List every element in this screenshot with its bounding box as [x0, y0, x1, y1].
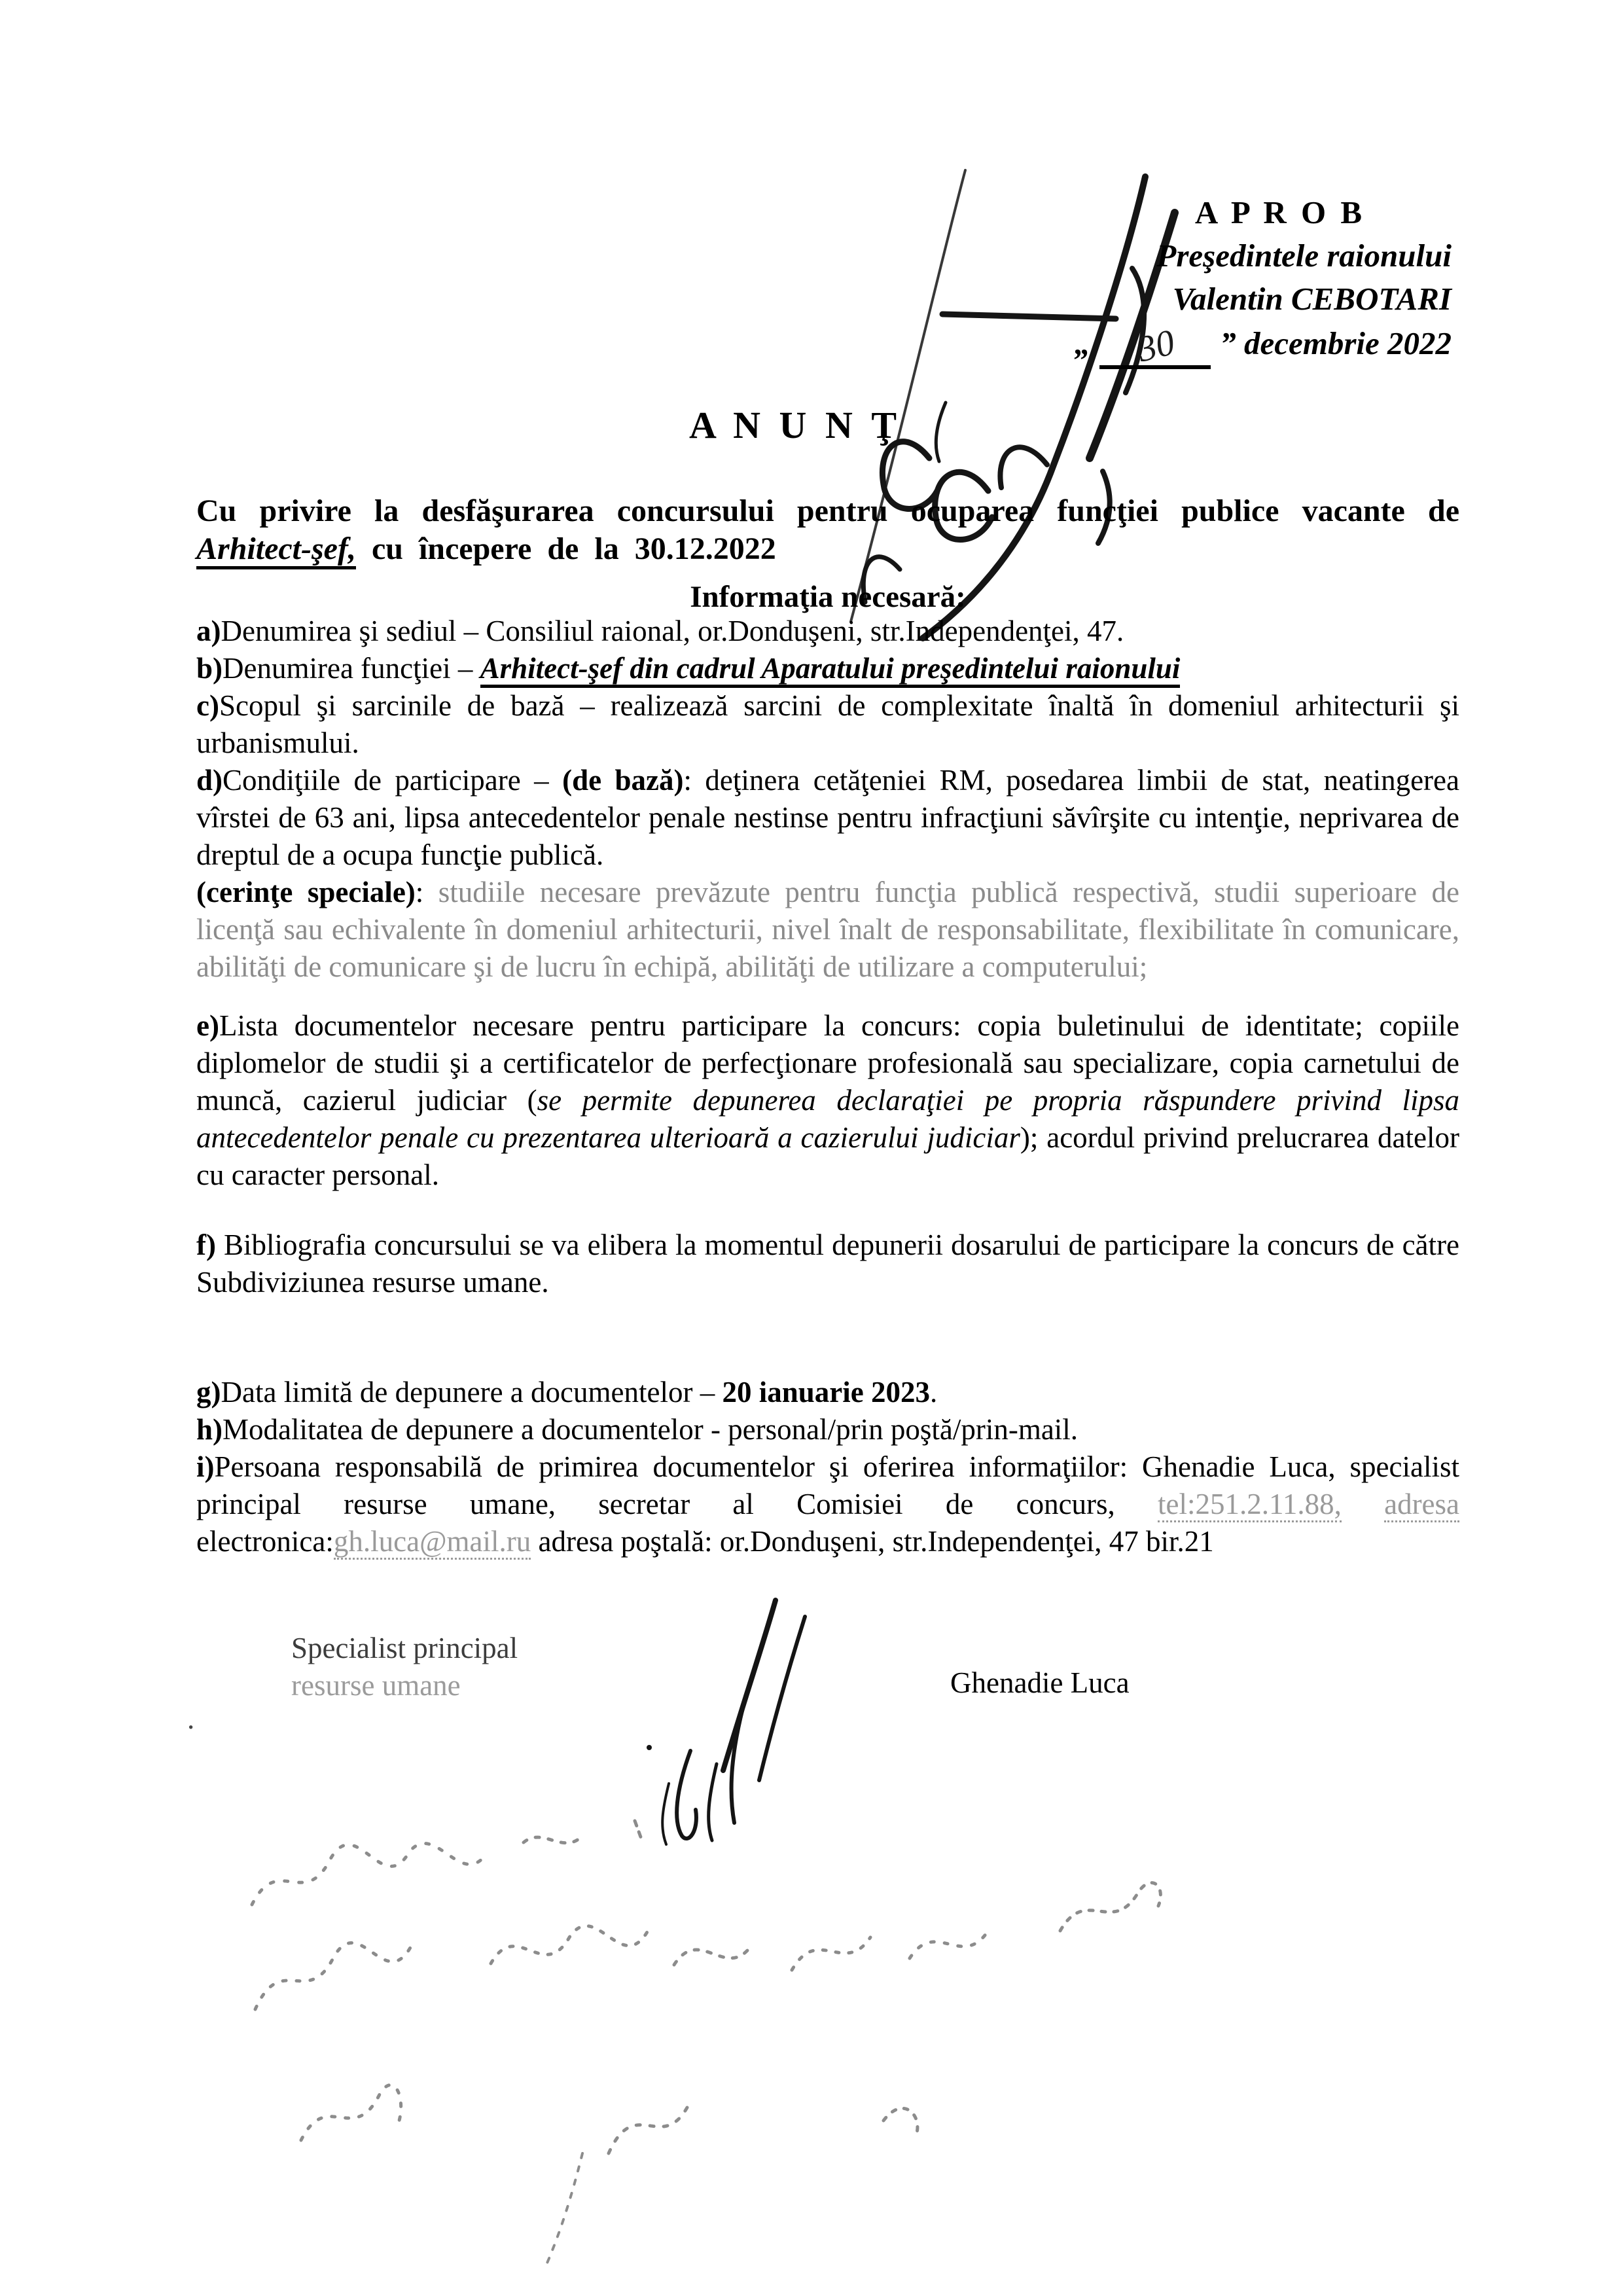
item-e-text2: ); acordul privind prelucrarea datelor cu caracter personal. [196, 1121, 1459, 1191]
item-c-text: Scopul şi sarcinile de bază – realizează sarcini de complexitate înaltă în domeniul arhitecturii şi urbanismului. [196, 689, 1459, 759]
item-g-text2: . [929, 1376, 938, 1408]
date-day-blank [1099, 321, 1211, 369]
special-label: (cerinţe speciale) [196, 876, 416, 908]
item-i-text3: adresa poştală: or.Donduşeni, str.Independenţei, 47 bir.21 [531, 1525, 1214, 1558]
item-a-text: Denumirea şi sediul – Consiliul raional, or.Donduşeni, str.Independenţei, 47. [221, 615, 1124, 647]
item-g-text1: Data limită de depunere a documentelor – [221, 1376, 722, 1408]
item-h [196, 1411, 1459, 1448]
item-b-text: Denumirea funcţiei – [223, 652, 480, 685]
items-a-to-d [196, 613, 1459, 986]
approval-date-line [889, 321, 1452, 369]
special-text: studiile necesare prevăzute pentru funcţia publică respectivă, studii superioare de licenţă sau echivalente în domeniul arhitecturii, nivel înalt de responsabilitate, flexibilitate în comunicare, abilităţi de comunicare şi de lucru în echipă, abilităţi de utilizare a computerului; [196, 876, 1459, 983]
item-h-label: h) [196, 1413, 223, 1446]
item-b [196, 650, 1459, 687]
item-e [196, 1007, 1459, 1194]
item-i [196, 1448, 1459, 1560]
intro-part2: cu începere de la 30.12.2022 [355, 531, 776, 566]
special-requirements [196, 874, 1459, 986]
item-d-bold: (de bază) [562, 764, 684, 797]
signer-name: Ghenadie Luca [950, 1666, 1130, 1699]
handwritten-note [216, 1813, 1276, 2271]
items-g-to-i [196, 1374, 1459, 1560]
item-d [196, 762, 1459, 874]
intro-position: Arhitect-şef, [196, 531, 356, 569]
intro-part1: Cu privire la desfăşurarea concursului pentru ocuparea funcţiei publice vacante de [196, 493, 1459, 528]
item-a [196, 613, 1459, 650]
item-e-italic: se permite depunerea declaraţiei pe propria răspundere privind lipsa antecedentelor penale cu prezentarea ulterioară a cazierului judiciar [196, 1084, 1459, 1154]
item-g-bold: 20 ianuarie 2023 [722, 1376, 930, 1408]
item-i-text2: electronica: [196, 1525, 334, 1558]
item-i-text1: Persoana responsabilă de primirea documentelor şi oferirea informaţiilor: Ghenadie Luca, specialist principal resurse umane, secretar al Comisiei de concurs, [196, 1450, 1459, 1520]
item-c-label: c) [196, 689, 219, 722]
item-f [196, 1227, 1459, 1301]
item-i-label: i) [196, 1450, 215, 1483]
item-d-text2: : deţinera cetăţeniei RM, posedarea limbii de stat, neatingerea vîrstei de 63 ani, lipsa antecedentelor penale nestinse pentru infracţiuni săvîrşite cu intenţie, neprivarea de dreptul de a ocupa funcţie publică. [196, 764, 1459, 871]
special-colon: : [415, 876, 438, 908]
item-e-label: e) [196, 1009, 219, 1042]
item-d-label: d) [196, 764, 223, 797]
signer-role-line2: resurse umane [291, 1669, 461, 1702]
item-i-mid [1342, 1488, 1384, 1520]
item-d-text1: Condiţiile de participare – [223, 764, 563, 797]
scan-artifact-dot: . [187, 1702, 195, 1735]
item-c [196, 687, 1459, 762]
item-a-label: a) [196, 615, 221, 647]
approval-block [889, 191, 1452, 369]
item-b-value: Arhitect-şef din cadrul Aparatului preşedintelui raionului [480, 652, 1181, 688]
info-subtitle: Informaţia necesară: [690, 580, 966, 614]
intro-paragraph [196, 492, 1459, 568]
phone-number: tel:251.2.11.88, [1158, 1488, 1342, 1522]
approval-role: Preşedintele raionului [1156, 238, 1452, 274]
item-g-label: g) [196, 1376, 221, 1408]
item-g [196, 1374, 1459, 1411]
approval-title: A P R O B [1194, 194, 1365, 230]
item-f-label: f) [196, 1229, 216, 1261]
email-address: gh.luca@mail.ru [334, 1525, 531, 1560]
signer-role [291, 1630, 518, 1704]
approval-name: Valentin CEBOTARI [1172, 281, 1452, 317]
signer-role-line1: Specialist principal [291, 1632, 518, 1664]
item-h-text: Modalitatea de depunere a documentelor - personal/prin poştă/prin-mail. [223, 1413, 1079, 1446]
page-title: A N U N Ţ [688, 404, 902, 446]
date-rest: ” decembrie 2022 [1220, 325, 1452, 361]
item-f-text: Bibliografia concursului se va elibera la momentul depunerii dosarului de participare la concurs de către Subdiviziunea resurse umane. [196, 1229, 1459, 1299]
address-word-faded: adresa [1384, 1488, 1459, 1522]
item-b-label: b) [196, 652, 223, 685]
handwritten-day: 30 [1133, 321, 1179, 370]
date-open-quote: „ [1074, 325, 1091, 361]
item-e-text1: Lista documentelor necesare pentru participare la concurs: copia buletinului de identitate; copiile diplomelor de studii şi a certificatelor de perfecţionare profesională sau specializare, copia carnetului de muncă, cazierul judiciar ( [196, 1009, 1459, 1117]
